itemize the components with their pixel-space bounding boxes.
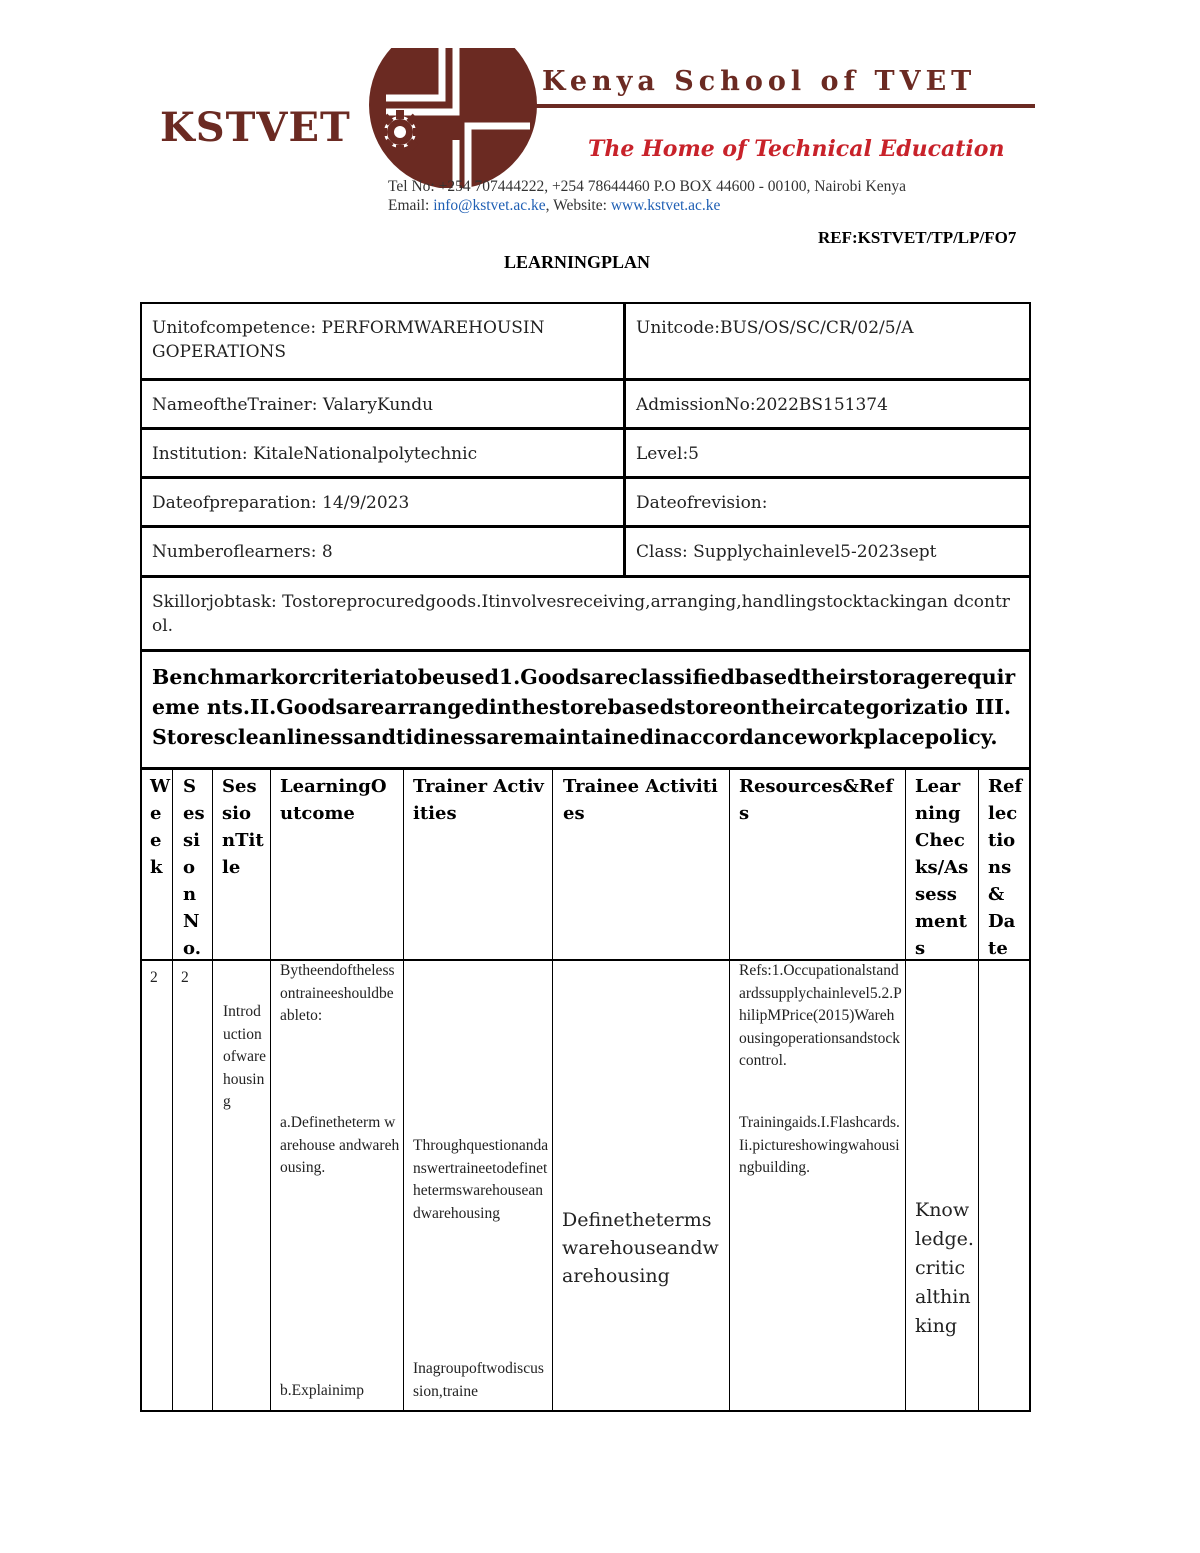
level: Level:5 <box>636 444 699 464</box>
website-link[interactable]: www.kstvet.ac.ke <box>610 197 721 214</box>
institution: Institution: KitaleNationalpolytechnic <box>142 430 626 476</box>
contact-email-website <box>388 197 720 215</box>
email-link[interactable]: info@kstvet.ac.ke <box>433 197 546 214</box>
info-row <box>142 304 1029 378</box>
resources-training-aids: Trainingaids.I.Flashcards.Ii.pictureshowingwahousingbuilding. <box>739 1114 900 1176</box>
header-learning-checks: LearningChecks/Assessments <box>906 769 979 961</box>
trainer-activity-a: Throughquestionandanswertraineetodefinethetermswarehouseandwarehousing <box>413 1137 549 1222</box>
benchmark-criteria: Benchmarkorcriteriatobeused1.Goodsareclassifiedbasedtheirstoragerequireme nts.II.Goodsarearrangedinthestorebasedstoreontheircategorizatio III.Storescleanlinessandtidinessaremaintainedinaccordanceworkplacepolicy. <box>152 665 1016 749</box>
info-row <box>142 649 1029 768</box>
resources-refs: Refs:1.Occupationalstandardssupplychainlevel5.2.PhilipMPrice(2015)Warehousingoperationsandstockcontrol. <box>739 962 902 1069</box>
outcome-a: a.Definetheterm warehouse andwarehousing. <box>280 1114 400 1176</box>
outcome-intro: Bytheendofthelessontraineeshouldbeableto: <box>280 962 395 1024</box>
header-rule <box>535 104 1035 108</box>
unit-code: Unitcode:BUS/OS/SC/CR/02/5/A <box>636 318 914 338</box>
header-trainer-activities: Trainer Activities <box>404 769 553 961</box>
date-of-preparation: Dateofpreparation: 14/9/2023 <box>142 479 626 525</box>
header-session-title: SessionTitle <box>213 769 271 961</box>
learning-plan-table <box>140 767 1031 1412</box>
date-of-revision: Dateofrevision: <box>636 493 768 513</box>
week-value: 2 <box>150 969 158 986</box>
cell-reflections <box>979 961 1029 1410</box>
info-row <box>142 575 1029 649</box>
cell-session-title <box>213 961 271 1410</box>
info-row <box>142 525 1029 575</box>
cell-resources-refs <box>730 961 906 1410</box>
trainer-activity-b: Inagroupoftwodiscussion,traine <box>413 1360 544 1400</box>
trainer-name: NameoftheTrainer: ValaryKundu <box>142 381 626 427</box>
cell-session <box>173 961 213 1410</box>
school-tagline: The Home of Technical Education <box>588 136 1005 162</box>
skill-or-job-task: Skillorjobtask: Tostoreprocuredgoods.Itinvolvesreceiving,arranging,handlingstocktackingan dcontrol. <box>152 592 1010 636</box>
cell-learning-checks <box>906 961 979 1410</box>
header-reflections-date: Reflections& Date <box>979 769 1029 961</box>
info-row <box>142 427 1029 476</box>
document-title: LEARNINGPLAN <box>504 252 651 272</box>
header-learning-outcome: LearningOutcome <box>271 769 404 961</box>
session-title-value: Introductionofwarehousing <box>223 1003 267 1110</box>
header-week: Week <box>142 769 173 961</box>
logo-wordmark: KSTVET <box>160 104 351 151</box>
email-label: Email: <box>388 197 434 214</box>
unit-of-competence: Unitofcompetence: PERFORMWAREHOUSIN GOPERATIONS <box>142 304 626 378</box>
header-session-no: Session No. <box>173 769 213 961</box>
number-of-learners: Numberoflearners: 8 <box>142 528 626 575</box>
cell-trainee-activities <box>553 961 730 1410</box>
outcome-b: b.Explainimp <box>280 1382 364 1399</box>
reference-number: REF:KSTVET/TP/LP/FO7 <box>818 228 1017 247</box>
header-resources-refs: Resources&Refs <box>730 769 906 961</box>
session-value: 2 <box>181 969 189 986</box>
class: Class: Supplychainlevel5-2023sept <box>636 542 937 562</box>
learning-checks-value: Knowledge.criticalthinking <box>915 1199 974 1337</box>
cell-week <box>142 961 173 1410</box>
website-label: , Website: <box>545 197 611 214</box>
plan-info-table <box>140 302 1031 770</box>
info-row <box>142 476 1029 525</box>
admission-number: AdmissionNo:2022BS151374 <box>636 395 888 415</box>
cell-trainer-activities <box>404 961 553 1410</box>
header-trainee-activities: Trainee Activities <box>553 769 730 961</box>
trainee-activity-a: Definetheterms warehouseandwarehousing <box>562 1209 719 1287</box>
cell-learning-outcome <box>271 961 404 1410</box>
contact-phone-address: Tel No: +254 707444222, +254 78644460 P.O BOX 44600 - 00100, Nairobi Kenya <box>388 178 906 195</box>
info-row <box>142 378 1029 427</box>
school-name: Kenya School of TVET <box>542 66 977 97</box>
